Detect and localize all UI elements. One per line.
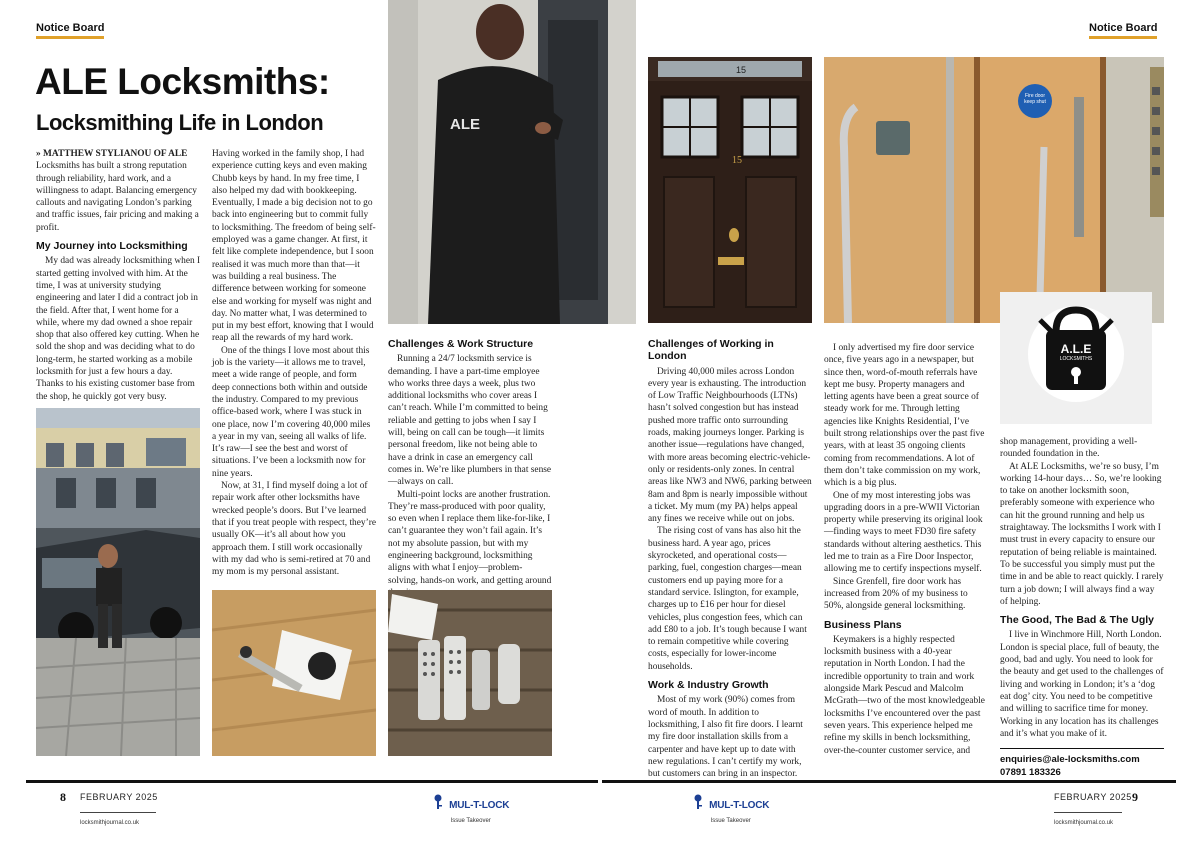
section-label-right: Notice Board xyxy=(1089,22,1157,39)
page-number-right: 9 xyxy=(1132,790,1138,804)
paragraph: Since Grenfell, fire door work has increased from 20% of my business to 50%, alongside general locksmithing. xyxy=(824,576,968,612)
photo-fire-doors xyxy=(824,57,1164,323)
paragraph: My dad was already locksmithing when I started getting involved with him. At the time, I was at university studying engineering and later I did a contract job in the field. After that, I went home for a while, where my dad owned a shoe repair shop that also offered key cutting. When he sold the shop and was deciding what to do long-term, he started working as a mobile locksmith for just a few hours a day. Thanks to his existing customer base from the shop, he quickly got very busy. xyxy=(36,256,201,402)
column-5 xyxy=(824,342,988,757)
door-number: 15 xyxy=(732,155,742,166)
paragraph: Now, at 31, I find myself doing a lot of repair work after other locksmiths have wrecked people’s doors. But I’ve learned that if you treat people with respect, they’re usually OK—it’s all about how you approach them. I still work occasionally with my dad who is semi-retired at 70 and my mom is my personal assistant. xyxy=(212,481,376,578)
brand-block-left xyxy=(432,793,509,824)
footer-line-left xyxy=(80,812,156,813)
issue-date-right: FEBRUARY 2025 xyxy=(1054,792,1132,802)
contact-email[interactable]: enquiries@ale-locksmiths.com xyxy=(1000,754,1140,766)
heading-challenges-london: Challenges of Working in London xyxy=(648,338,774,363)
brand-block-right xyxy=(692,793,769,824)
brand-subtitle: Issue Takeover xyxy=(450,817,491,824)
logo-text: A.L.E xyxy=(1060,342,1092,356)
paragraph: Driving 40,000 miles across London every year is exhausting. The introduction of Low Traffic Neighbourhoods (LTNs) hasn’t solved congestion but has instead pushed more traffic onto surrounding roads, making journeys longer. Parking is another issue—regulations have changed, with more areas becoming electric-vehicle-only or residents-only zones. In central areas like NW3 and NW6, parking between 8am and 8pm is nearly impossible without a ticket. My mum (my PA) helps appeal any fines we receive while out on jobs. xyxy=(648,366,812,525)
shirt-logo-text: ALE xyxy=(450,116,480,133)
website-left[interactable]: locksmithjournal.co.uk xyxy=(80,820,140,826)
paragraph: I only advertised my fire door service once, five years ago in a newspaper, but since then, word-of-mouth referrals have kept me busy. Property managers and letting agents have been a great source of steady work for me. Through letting agencies like Knights Residential, I’ve built strong relationships over the past five years, with at least 35 ongoing clients coming from recommendations. A lot of them don’t take commission on my work, which is a big plus. xyxy=(824,343,985,489)
logo-subtext: LOCKSMITHS xyxy=(1059,356,1093,362)
website-right[interactable]: locksmithjournal.co.uk xyxy=(1054,820,1114,826)
brand-subtitle: Issue Takeover xyxy=(710,817,751,824)
paragraph: shop management, providing a well-rounded foundation in the. xyxy=(1000,437,1138,460)
heading-work-growth: Work & Industry Growth xyxy=(648,679,769,692)
photo-front-door xyxy=(648,57,812,323)
paragraph: Most of my work (90%) comes from word of mouth. In addition to locksmithing, I also fit fire doors. I learnt my fire door installation skills from a carpenter and have kept up to date with new regulations. I can’t certify my work, but customers can bring in an inspector. xyxy=(648,695,803,780)
byline: » MATTHEW STYLIANOU OF ALE xyxy=(36,149,188,159)
paragraph: Multi-point locks are another frustration. They’re mass-produced with poor quality, so even when I replace them like-for-like, I can’t guarantee they won’t fail again. It’s not my absolute passion, but with my engineering background, locksmithing aligns with what I enjoy—problem-solving, hands-on work, and getting around xyxy=(388,489,552,586)
contact-divider xyxy=(1000,748,1164,749)
photo-key-on-card xyxy=(212,590,376,756)
photo-locksmith-with-van xyxy=(36,408,200,756)
paragraph: I live in Winchmore Hill, North London. London is special place, full of beauty, the good, bad and ugly. You need to look for the beauty and get used to the challenges of living and working in London; it’s a ‘dog eat dog’ city. You need to be competitive and willing to sacrifice time for money. Working in any location has its challenges and it’s what you make of it. xyxy=(1000,630,1164,739)
paragraph: Running a 24/7 locksmith service is demanding. I have a part-time employee who works three days a week, plus two additional locksmiths who cover areas I can’t reach. While I’m committed to being reliable and getting to jobs when I say I will, being on call can be tough—it limits personal freedom, like not being able to have a drink in case an emergency call comes in. We’re like plumbers in that sense—always on call. xyxy=(388,354,552,488)
photo-keypad-locks xyxy=(388,590,552,756)
column-6 xyxy=(1000,436,1164,779)
key-logo-icon xyxy=(692,794,704,814)
photo-locksmith-at-door xyxy=(388,0,636,324)
ale-logo-card xyxy=(1000,292,1152,424)
heading-good-bad-ugly: The Good, The Bad & The Ugly xyxy=(1000,614,1155,627)
column-2 xyxy=(212,148,376,578)
paragraph: Having worked in the family shop, I had experience cutting keys and even making Chubb keys by hand. In my free time, I also helped my dad with bookkeeping. Eventually, I made a big decision not to go back into engineering but to commit fully to locksmithing. The freedom of being self-employed was a game changer. At first, it felt like complete independence, but I soon realised it was much more than that—it was building a real business. The difference between working for someone else and working for myself was night and day. No matter what, I was determined to put in my best effort, knowing that I would reap all the rewards of my hard work. xyxy=(212,149,376,344)
issue-date-left: FEBRUARY 2025 xyxy=(80,792,158,802)
column-4 xyxy=(648,336,812,780)
brand-logo-text: MUL-T-LOCK xyxy=(709,800,770,811)
page-number-left: 8 xyxy=(60,790,66,804)
column-3 xyxy=(388,336,552,599)
heading-business-plans: Business Plans xyxy=(824,618,902,631)
page-title: ALE Locksmiths: xyxy=(35,61,330,102)
footer-rule-right xyxy=(602,780,1176,783)
page-subtitle: Locksmithing Life in London xyxy=(36,110,324,135)
contact-phone[interactable]: 07891 183326 xyxy=(1000,767,1061,779)
heading-journey: My Journey into Locksmithing xyxy=(36,240,188,253)
heading-challenges-structure: Challenges & Work Structure xyxy=(388,338,534,350)
paragraph: The rising cost of vans has also hit the business hard. A year ago, prices skyrocketed, and operational costs—parking, fuel, congestion charges—mean customers end up paying more for a standard service. Islington, for example, charges up to £16 per hour for diesel vehicles, plus congestion fees, which can add £80 to a job. It’s tough because I want to remain competitive while covering costs, especially for lower-income households. xyxy=(648,526,807,672)
fire-door-sign-text: Fire door keep shut xyxy=(1024,93,1046,105)
footer-rule-left xyxy=(26,780,598,783)
paragraph: One of my most interesting jobs was upgrading doors in a pre-WWII Victorian property while preserving its original look—finding ways to meet FD30 fire safety standards without altering aesthetics. This led me to train as a Fire Door Inspector, allowing me to certify inspections myself. xyxy=(824,490,983,575)
footer-line-right xyxy=(1054,812,1122,813)
transom-number: 15 xyxy=(736,65,747,75)
paragraph: Keymakers is a highly respected locksmith business with a 40-year reputation in North London. I had the incredible opportunity to train and work alongside Mark Pescud and Malcolm McGrath—two of the most knowledgeable locksmiths I’ve encountered over the past seven years. This experience helped me refine my skills in bench locksmithing, over-the-counter customer service, and xyxy=(824,634,985,756)
brand-logo-text: MUL-T-LOCK xyxy=(449,800,510,811)
section-label-left: Notice Board xyxy=(36,22,104,39)
paragraph: At ALE Locksmiths, we’re so busy, I’m working 14-hour days… So, we’re looking to take on another locksmith soon, preferably someone with experience who can hit the ground running and help us straightaway. The locksmiths I work with I must trust in every capacity to ensure our reputation of being reliable is maintained. To be successful you simply must put the time in and be able to react quickly. I rarely turn a job down; I will always find a way of helping. xyxy=(1000,461,1164,607)
intro-paragraph: » MATTHEW STYLIANOU OF ALE Locksmiths has built a strong reputation through reliability, hard work, and a willingness to adapt. Balancing emergency callouts and navigating London’s parking and traffic issues, fair pricing and making a profit. xyxy=(36,149,199,233)
column-1 xyxy=(36,148,201,403)
key-logo-icon xyxy=(432,794,444,814)
paragraph: One of the things I love most about this job is the variety—it allows me to travel, meet a wide range of people, and form deep connections both within and outside the industry. Compared to my previous office-based work, where I was stuck in one place, now I’m covering 40,000 miles a year in my van, seeing all walks of life. It’s raw—I see the best and worst of situations. I’ve been a locksmith now for nine years. xyxy=(212,345,371,479)
